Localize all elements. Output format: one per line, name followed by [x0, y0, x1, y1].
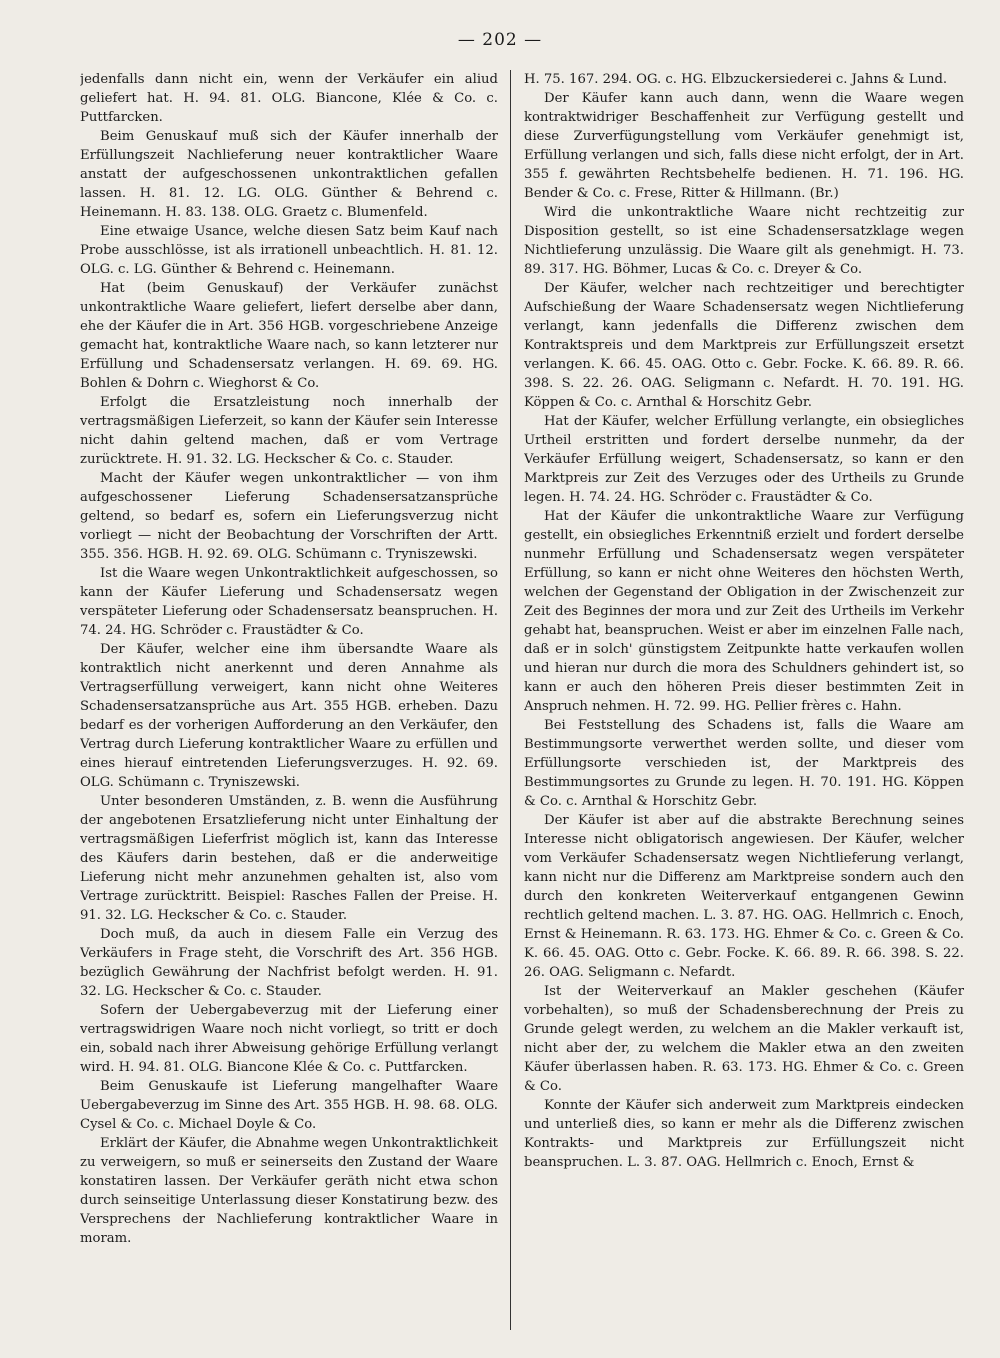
paragraph: Hat der Käufer die unkontraktliche Waare zur Verfügung gestellt, ein obsiegliches Erkenntniß erzielt und fordert derselbe nunmehr Erfüllung und Schadensersatz wegen verspäteter Erfüllung, so kann er nicht ohne Weiteres den höchsten Werth, welchen der Gegenstand der Obligation in der Zwischenzeit zur Zeit des Beginnes der mora und zur Zeit des Urtheils im Verkehr gehabt hat, beanspruchen. Weist er aber im einzelnen Falle nach, daß er in solch' günstigstem Zeitpunkte hatte verkaufen wollen und hieran nur durch die mora des Schuldners gehindert ist, so kann er auch den höheren Preis dieser bestimmten Zeit in Anspruch nehmen. H. 72. 99. HG. Pellier frères c. Hahn.: [524, 509, 964, 714]
paragraph: Der Käufer ist aber auf die abstrakte Berechnung seines Interesse nicht obligatorisch angewiesen. Der Käufer, welcher vom Verkäufer Schadensersatz wegen Nichtlieferung verlangt, kann nicht nur die Differenz am Marktpreise sondern auch den durch den konkreten Weiterverkauf entgangenen Gewinn rechtlich geltend machen. L. 3. 87. HG. OAG. Hellmrich c. Enoch, Ernst & Heinemann. R. 63. 173. HG. Ehmer & Co. c. Green & Co. K. 66. 45. OAG. Otto c. Gebr. Focke. K. 66. 89. R. 66. 398. S. 22. 26. OAG. Seligmann c. Nefardt.: [524, 813, 964, 980]
paragraph: Der Käufer, welcher eine ihm übersandte Waare als kontraktlich nicht anerkennt und deren Annahme als Vertragserfüllung verweigert, kann nicht ohne Weiteres Schadensersatzansprüche aus Art. 355 HGB. erheben. Dazu bedarf es der vorherigen Aufforderung an den Verkäufer, den Vertrag durch Lieferung kontraktlicher Waare zu erfüllen und eines hierauf eintretenden Lieferungsverzuges. H. 92. 69. OLG. Schümann c. Tryniszewski.: [80, 642, 498, 790]
paragraph: Hat der Käufer, welcher Erfüllung verlangte, ein obsiegliches Urtheil erstritten und fordert derselbe nunmehr, da der Verkäufer Erfüllung weigert, Schadensersatz, so kann er den Marktpreis zur Zeit des Verzuges oder des Urtheils zu Grunde legen. H. 74. 24. HG. Schröder c. Fraustädter & Co.: [524, 414, 964, 505]
paragraph: Beim Genuskaufe ist Lieferung mangelhafter Waare Uebergabeverzug im Sinne des Art. 355 HGB. H. 98. 68. OLG. Cysel & Co. c. Michael Doyle & Co.: [80, 1079, 498, 1132]
paragraph: Bei Feststellung des Schadens ist, falls die Waare am Bestimmungsorte verwerthet werden sollte, und dieser vom Erfüllungsorte verschieden ist, der Marktpreis des Bestimmungsortes zu Grunde zu legen. H. 70. 191. HG. Köppen & Co. c. Arnthal & Horschitz Gebr.: [524, 718, 964, 809]
paragraph: Unter besonderen Umständen, z. B. wenn die Ausführung der angebotenen Ersatzlieferung nicht unter Einhaltung der vertragsmäßigen Lieferfrist möglich ist, kann das Interesse des Käufers darin bestehen, daß er die anderweitige Lieferung nicht mehr anzunehmen gehalten ist, also vom Vertrage zurücktritt. Beispiel: Rasches Fallen der Preise. H. 91. 32. LG. Heckscher & Co. c. Stauder.: [80, 794, 498, 923]
paragraph: Eine etwaige Usance, welche diesen Satz beim Kauf nach Probe ausschlösse, ist als irrationell unbeachtlich. H. 81. 12. OLG. c. LG. Günther & Behrend c. Heinemann.: [80, 224, 498, 277]
paragraph: Konnte der Käufer sich anderweit zum Marktpreis eindecken und unterließ dies, so kann er mehr als die Differenz zwischen Kontrakts- und Marktpreis zur Erfüllungszeit nicht beanspruchen. L. 3. 87. OAG. Hellmrich c. Enoch, Ernst &: [524, 1098, 964, 1170]
paragraph: Doch muß, da auch in diesem Falle ein Verzug des Verkäufers in Frage steht, die Vorschrift des Art. 356 HGB. bezüglich Gewährung der Nachfrist befolgt werden. H. 91. 32. LG. Heckscher & Co. c. Stauder.: [80, 927, 498, 999]
column-divider: [510, 70, 511, 1330]
paragraph: Macht der Käufer wegen unkontraktlicher — von ihm aufgeschossener Lieferung Schadensersatzansprüche geltend, so bedarf es, sofern ein Lieferungsverzug nicht vorliegt — nicht der Beobachtung der Vorschriften der Artt. 355. 356. HGB. H. 92. 69. OLG. Schümann c. Tryniszewski.: [80, 471, 498, 562]
paragraph: Wird die unkontraktliche Waare nicht rechtzeitig zur Disposition gestellt, so ist eine Schadensersatzklage wegen Nichtlieferung unzulässig. Die Waare gilt als genehmigt. H. 73. 89. 317. HG. Böhmer, Lucas & Co. c. Dreyer & Co.: [524, 205, 964, 277]
page-number: — 202 —: [457, 30, 543, 50]
paragraph: Erklärt der Käufer, die Abnahme wegen Unkontraktlichkeit zu verweigern, so muß er seinerseits den Zustand der Waare konstatiren lassen. Der Verkäufer geräth nicht etwa schon durch seinseitige Unterlassung dieser Konstatirung bezw. des Versprechens der Nachlieferung kontraktlicher Waare in moram.: [80, 1136, 498, 1246]
paragraph: Beim Genuskauf muß sich der Käufer innerhalb der Erfüllungszeit Nachlieferung neuer kontraktlicher Waare anstatt der aufgeschossenen unkontraktlichen gefallen lassen. H. 81. 12. LG. OLG. Günther & Behrend c. Heinemann. H. 83. 138. OLG. Graetz c. Blumenfeld.: [80, 129, 498, 220]
left-column: [80, 70, 498, 1342]
paragraph: Der Käufer kann auch dann, wenn die Waare wegen kontraktwidriger Beschaffenheit zur Verfügung gestellt und diese Zurverfügungstellung vom Verkäufer genehmigt ist, Erfüllung verlangen und sich, falls diese nicht erfolgt, der in Art. 355 f. gewährten Rechtsbehelfe bedienen. H. 71. 196. HG. Bender & Co. c. Frese, Ritter & Hillmann. (Br.): [524, 91, 964, 201]
paragraph: jedenfalls dann nicht ein, wenn der Verkäufer ein aliud geliefert hat. H. 94. 81. OLG. Biancone, Klée & Co. c. Puttfarcken.: [80, 72, 498, 125]
paragraph: Der Käufer, welcher nach rechtzeitiger und berechtigter Aufschießung der Waare Schadensersatz wegen Nichtlieferung verlangt, kann jedenfalls die Differenz zwischen dem Kontraktspreis und dem Marktpreis zur Erfüllungszeit ersetzt verlangen. K. 66. 45. OAG. Otto c. Gebr. Focke. K. 66. 89. R. 66. 398. S. 22. 26. OAG. Seligmann c. Nefardt. H. 70. 191. HG. Köppen & Co. c. Arnthal & Horschitz Gebr.: [524, 281, 964, 410]
paragraph: Sofern der Uebergabeverzug mit der Lieferung einer vertragswidrigen Waare noch nicht vorliegt, so tritt er doch ein, sobald nach ihrer Abweisung gehörige Erfüllung verlangt wird. H. 94. 81. OLG. Biancone Klée & Co. c. Puttfarcken.: [80, 1003, 498, 1075]
paragraph: Ist der Weiterverkauf an Makler geschehen (Käufer vorbehalten), so muß der Schadensberechnung der Preis zu Grunde gelegt werden, zu welchem an die Makler verkauft ist, nicht aber der, zu welchem die Makler etwa an den zweiten Käufer überlassen haben. R. 63. 173. HG. Ehmer & Co. c. Green & Co.: [524, 984, 964, 1094]
paragraph: Ist die Waare wegen Unkontraktlichkeit aufgeschossen, so kann der Käufer Lieferung und Schadensersatz wegen verspäteter Lieferung oder Schadensersatz beanspruchen. H. 74. 24. HG. Schröder c. Fraustädter & Co.: [80, 566, 498, 638]
paragraph: Erfolgt die Ersatzleistung noch innerhalb der vertragsmäßigen Lieferzeit, so kann der Käufer sein Interesse nicht dahin geltend machen, daß er vom Vertrage zurücktrete. H. 91. 32. LG. Heckscher & Co. c. Stauder.: [80, 395, 498, 467]
right-column: [524, 70, 964, 1342]
paragraph: H. 75. 167. 294. OG. c. HG. Elbzuckersiederei c. Jahns & Lund.: [524, 72, 948, 87]
paragraph: Hat (beim Genuskauf) der Verkäufer zunächst unkontraktliche Waare geliefert, liefert derselbe aber dann, ehe der Käufer die in Art. 356 HGB. vorgeschriebene Anzeige gemacht hat, kontraktliche Waare nach, so kann letzterer nur Erfüllung und Schadensersatz verlangen. H. 69. 69. HG. Bohlen & Dohrn c. Wieghorst & Co.: [80, 281, 498, 391]
